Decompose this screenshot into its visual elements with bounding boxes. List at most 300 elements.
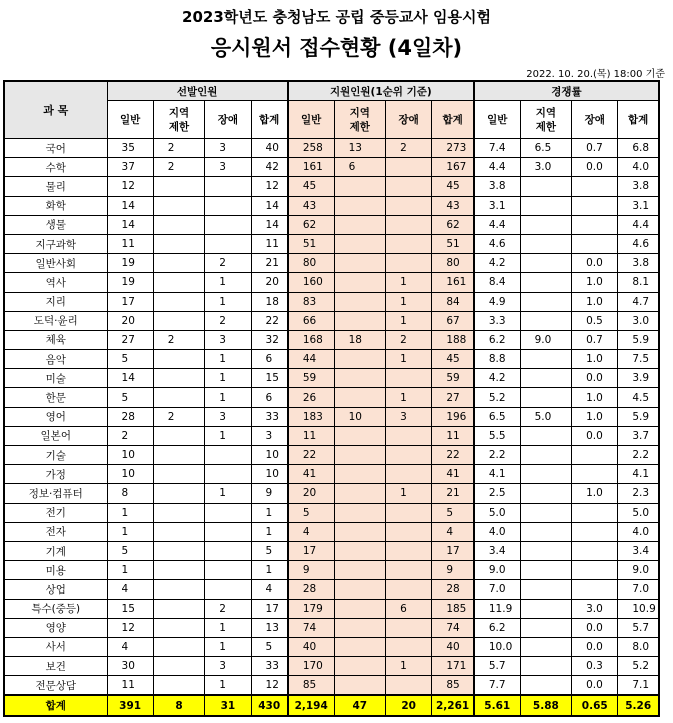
value-cell: 3 (205, 330, 251, 349)
value-cell: 2 (153, 158, 205, 177)
value-cell: 41 (288, 465, 334, 484)
value-cell: 11 (288, 426, 334, 445)
value-cell: 258 (288, 139, 334, 158)
value-cell: 10 (251, 446, 288, 465)
subject-cell: 전문상담 (4, 676, 107, 696)
value-cell: 3.8 (618, 254, 659, 273)
value-cell: 19 (107, 273, 153, 292)
table-row (4, 657, 659, 676)
subject-cell: 역사 (4, 273, 107, 292)
value-cell: 2 (386, 330, 432, 349)
applicant-header: 지원인원(1순위 기준) (288, 81, 474, 101)
table-row (4, 177, 659, 196)
value-cell: 4.1 (618, 465, 659, 484)
value-cell (520, 177, 572, 196)
value-cell: 10.9 (618, 599, 659, 618)
value-cell: 273 (432, 139, 474, 158)
value-cell (334, 618, 386, 637)
value-cell: 5.9 (618, 330, 659, 349)
value-cell (572, 522, 618, 541)
value-cell (153, 426, 205, 445)
value-cell (572, 177, 618, 196)
value-cell: 22 (251, 311, 288, 330)
value-cell: 4 (432, 522, 474, 541)
value-cell: 11 (107, 234, 153, 253)
table-row (4, 599, 659, 618)
value-cell: 1.0 (572, 484, 618, 503)
value-cell (205, 541, 251, 560)
app-disabled-header: 장애 (386, 101, 432, 139)
value-cell (153, 292, 205, 311)
table-row (4, 196, 659, 215)
value-cell (386, 369, 432, 388)
value-cell: 0.0 (572, 426, 618, 445)
value-cell: 42 (251, 158, 288, 177)
value-cell: 27 (432, 388, 474, 407)
value-cell: 3.0 (520, 158, 572, 177)
value-cell: 168 (288, 330, 334, 349)
subject-cell: 지리 (4, 292, 107, 311)
total-value: 5.61 (474, 695, 520, 716)
value-cell: 1 (386, 350, 432, 369)
value-cell: 9 (432, 561, 474, 580)
value-cell (334, 580, 386, 599)
value-cell: 4.1 (474, 465, 520, 484)
value-cell (334, 177, 386, 196)
value-cell (334, 369, 386, 388)
value-cell: 5.7 (618, 618, 659, 637)
total-value: 2,261 (432, 695, 474, 716)
value-cell: 40 (251, 139, 288, 158)
value-cell: 4 (251, 580, 288, 599)
value-cell (334, 292, 386, 311)
value-cell (386, 446, 432, 465)
value-cell: 3.4 (474, 541, 520, 560)
value-cell: 51 (288, 234, 334, 253)
value-cell: 8.4 (474, 273, 520, 292)
value-cell (205, 196, 251, 215)
value-cell: 196 (432, 407, 474, 426)
table-row (4, 388, 659, 407)
subject-cell: 생물 (4, 215, 107, 234)
value-cell: 14 (107, 369, 153, 388)
value-cell: 45 (432, 350, 474, 369)
value-cell: 1 (205, 676, 251, 696)
value-cell: 66 (288, 311, 334, 330)
value-cell: 3.8 (474, 177, 520, 196)
value-cell: 40 (432, 637, 474, 656)
ratio-general-header: 일반 (474, 101, 520, 139)
value-cell (572, 215, 618, 234)
value-cell: 18 (251, 292, 288, 311)
total-value: 47 (334, 695, 386, 716)
value-cell: 28 (107, 407, 153, 426)
value-cell (386, 561, 432, 580)
value-cell: 3.0 (572, 599, 618, 618)
value-cell: 3 (205, 407, 251, 426)
value-cell: 15 (251, 369, 288, 388)
value-cell: 5.0 (474, 503, 520, 522)
total-value: 2,194 (288, 695, 334, 716)
value-cell: 62 (288, 215, 334, 234)
value-cell: 74 (288, 618, 334, 637)
value-cell: 4.0 (618, 158, 659, 177)
value-cell: 20 (288, 484, 334, 503)
value-cell: 2 (205, 599, 251, 618)
value-cell (572, 446, 618, 465)
value-cell: 4.2 (474, 369, 520, 388)
value-cell: 27 (107, 330, 153, 349)
value-cell: 80 (288, 254, 334, 273)
value-cell (205, 561, 251, 580)
value-cell (520, 311, 572, 330)
value-cell: 9 (288, 561, 334, 580)
title-line-1: 2023학년도 충청남도 공립 중등교사 임용시험 (182, 8, 491, 26)
value-cell (205, 234, 251, 253)
value-cell (153, 676, 205, 696)
value-cell: 19 (107, 254, 153, 273)
value-cell: 11 (107, 676, 153, 696)
total-value: 430 (251, 695, 288, 716)
value-cell (386, 215, 432, 234)
value-cell: 17 (288, 541, 334, 560)
value-cell (153, 196, 205, 215)
value-cell: 10 (251, 465, 288, 484)
value-cell (386, 196, 432, 215)
value-cell: 0.7 (572, 330, 618, 349)
value-cell: 2.5 (474, 484, 520, 503)
value-cell (520, 234, 572, 253)
value-cell: 12 (107, 177, 153, 196)
value-cell: 4.4 (474, 215, 520, 234)
value-cell: 11 (251, 234, 288, 253)
table-row (4, 426, 659, 445)
value-cell: 5.2 (474, 388, 520, 407)
value-cell (153, 369, 205, 388)
value-cell (153, 350, 205, 369)
value-cell: 45 (288, 177, 334, 196)
total-value: 0.65 (572, 695, 618, 716)
table-row (4, 158, 659, 177)
value-cell: 1.0 (572, 292, 618, 311)
value-cell (334, 388, 386, 407)
subject-cell: 전기 (4, 503, 107, 522)
value-cell: 3.9 (618, 369, 659, 388)
value-cell: 4 (107, 637, 153, 656)
value-cell (520, 503, 572, 522)
value-cell: 4.7 (618, 292, 659, 311)
value-cell: 171 (432, 657, 474, 676)
value-cell: 0.7 (572, 139, 618, 158)
value-cell: 6 (386, 599, 432, 618)
value-cell (153, 311, 205, 330)
value-cell: 74 (432, 618, 474, 637)
total-value: 31 (205, 695, 251, 716)
value-cell (520, 484, 572, 503)
value-cell: 0.0 (572, 369, 618, 388)
value-cell (205, 446, 251, 465)
value-cell: 167 (432, 158, 474, 177)
value-cell: 26 (288, 388, 334, 407)
value-cell: 1 (386, 273, 432, 292)
value-cell: 43 (432, 196, 474, 215)
value-cell (520, 465, 572, 484)
subject-cell: 물리 (4, 177, 107, 196)
value-cell: 62 (432, 215, 474, 234)
value-cell: 17 (107, 292, 153, 311)
value-cell: 2 (153, 330, 205, 349)
value-cell: 6.8 (618, 139, 659, 158)
value-cell: 1 (205, 618, 251, 637)
value-cell (334, 657, 386, 676)
value-cell (520, 580, 572, 599)
value-cell (153, 388, 205, 407)
value-cell: 4 (288, 522, 334, 541)
value-cell: 2 (205, 311, 251, 330)
value-cell: 1 (251, 561, 288, 580)
value-cell: 2 (205, 254, 251, 273)
value-cell: 7.0 (474, 580, 520, 599)
value-cell: 1.0 (572, 350, 618, 369)
table-row (4, 446, 659, 465)
value-cell: 3 (205, 657, 251, 676)
value-cell (386, 522, 432, 541)
value-cell: 6 (334, 158, 386, 177)
value-cell: 2.3 (618, 484, 659, 503)
value-cell: 3.4 (618, 541, 659, 560)
sel-region-header: 지역 제한 (153, 101, 205, 139)
subject-cell: 기술 (4, 446, 107, 465)
total-value: 391 (107, 695, 153, 716)
value-cell: 5.2 (618, 657, 659, 676)
table-body (4, 139, 659, 717)
value-cell (334, 426, 386, 445)
value-cell: 5 (107, 350, 153, 369)
value-cell: 1 (107, 522, 153, 541)
value-cell (153, 254, 205, 273)
value-cell (334, 599, 386, 618)
value-cell: 2 (153, 139, 205, 158)
subject-cell: 정보·컴퓨터 (4, 484, 107, 503)
value-cell (572, 580, 618, 599)
value-cell (520, 676, 572, 696)
value-cell: 4.0 (474, 522, 520, 541)
value-cell: 5.5 (474, 426, 520, 445)
value-cell: 4.4 (474, 158, 520, 177)
value-cell (520, 637, 572, 656)
value-cell: 0.0 (572, 254, 618, 273)
subject-cell: 체육 (4, 330, 107, 349)
value-cell (153, 522, 205, 541)
ratio-region-header: 지역 제한 (520, 101, 572, 139)
subject-cell: 미술 (4, 369, 107, 388)
value-cell: 4.2 (474, 254, 520, 273)
table-row (4, 234, 659, 253)
subject-cell: 지구과학 (4, 234, 107, 253)
value-cell: 170 (288, 657, 334, 676)
value-cell (334, 561, 386, 580)
value-cell: 3 (205, 139, 251, 158)
table-row (4, 311, 659, 330)
table-row (4, 292, 659, 311)
value-cell: 5 (107, 388, 153, 407)
value-cell: 9.0 (520, 330, 572, 349)
value-cell: 1 (107, 561, 153, 580)
value-cell: 5 (251, 541, 288, 560)
value-cell (334, 273, 386, 292)
subject-cell: 국어 (4, 139, 107, 158)
value-cell: 1 (205, 426, 251, 445)
value-cell: 35 (107, 139, 153, 158)
table-row (4, 484, 659, 503)
value-cell: 41 (432, 465, 474, 484)
value-cell: 4.0 (618, 522, 659, 541)
value-cell: 1 (205, 273, 251, 292)
total-value: 8 (153, 695, 205, 716)
value-cell: 43 (288, 196, 334, 215)
value-cell (520, 599, 572, 618)
app-total-header: 합계 (432, 101, 474, 139)
value-cell: 2 (386, 139, 432, 158)
value-cell (334, 215, 386, 234)
value-cell: 0.0 (572, 158, 618, 177)
value-cell: 10 (107, 446, 153, 465)
value-cell: 0.0 (572, 618, 618, 637)
value-cell: 22 (288, 446, 334, 465)
value-cell (386, 541, 432, 560)
value-cell (520, 388, 572, 407)
value-cell: 1 (386, 484, 432, 503)
value-cell (572, 234, 618, 253)
value-cell: 1.0 (572, 388, 618, 407)
value-cell: 8.1 (618, 273, 659, 292)
value-cell: 3.0 (618, 311, 659, 330)
value-cell: 9.0 (474, 561, 520, 580)
subject-cell: 영어 (4, 407, 107, 426)
value-cell: 13 (334, 139, 386, 158)
value-cell: 14 (251, 215, 288, 234)
value-cell: 22 (432, 446, 474, 465)
value-cell (153, 580, 205, 599)
subject-cell: 보건 (4, 657, 107, 676)
value-cell (572, 561, 618, 580)
value-cell: 20 (251, 273, 288, 292)
value-cell: 80 (432, 254, 474, 273)
value-cell: 161 (288, 158, 334, 177)
value-cell: 1 (205, 637, 251, 656)
value-cell: 17 (432, 541, 474, 560)
subject-cell: 음악 (4, 350, 107, 369)
value-cell: 9 (251, 484, 288, 503)
value-cell: 1.0 (572, 407, 618, 426)
value-cell: 5 (432, 503, 474, 522)
app-region-header: 지역 제한 (334, 101, 386, 139)
value-cell (153, 637, 205, 656)
value-cell: 14 (107, 196, 153, 215)
value-cell: 85 (432, 676, 474, 696)
value-cell (153, 215, 205, 234)
value-cell: 5.9 (618, 407, 659, 426)
value-cell (205, 177, 251, 196)
value-cell: 1 (386, 311, 432, 330)
value-cell (205, 215, 251, 234)
value-cell: 1 (205, 388, 251, 407)
value-cell (572, 465, 618, 484)
value-cell: 9.0 (618, 561, 659, 580)
value-cell: 10.0 (474, 637, 520, 656)
selection-header: 선발인원 (107, 81, 288, 101)
value-cell: 7.7 (474, 676, 520, 696)
value-cell (205, 522, 251, 541)
value-cell: 3 (205, 158, 251, 177)
value-cell: 84 (432, 292, 474, 311)
table-row (4, 407, 659, 426)
value-cell: 4 (107, 580, 153, 599)
value-cell: 85 (288, 676, 334, 696)
table-row (4, 618, 659, 637)
table-row (4, 273, 659, 292)
sel-disabled-header: 장애 (205, 101, 251, 139)
value-cell (334, 311, 386, 330)
value-cell: 30 (107, 657, 153, 676)
value-cell (153, 465, 205, 484)
subject-cell: 기계 (4, 541, 107, 560)
table-row (4, 465, 659, 484)
value-cell: 12 (251, 177, 288, 196)
value-cell: 0.0 (572, 637, 618, 656)
value-cell (153, 234, 205, 253)
value-cell: 4.9 (474, 292, 520, 311)
value-cell: 28 (288, 580, 334, 599)
subject-cell: 미용 (4, 561, 107, 580)
subject-cell: 도덕·윤리 (4, 311, 107, 330)
value-cell: 18 (334, 330, 386, 349)
value-cell (153, 561, 205, 580)
value-cell (520, 561, 572, 580)
value-cell: 188 (432, 330, 474, 349)
value-cell (334, 350, 386, 369)
value-cell: 1 (205, 292, 251, 311)
value-cell (520, 215, 572, 234)
table-row (4, 561, 659, 580)
value-cell: 160 (288, 273, 334, 292)
value-cell: 13 (251, 618, 288, 637)
total-value: 5.88 (520, 695, 572, 716)
value-cell: 10 (334, 407, 386, 426)
value-cell: 4.4 (618, 215, 659, 234)
value-cell: 1.0 (572, 273, 618, 292)
value-cell: 5 (107, 541, 153, 560)
value-cell: 33 (251, 657, 288, 676)
value-cell (153, 657, 205, 676)
value-cell: 4.5 (618, 388, 659, 407)
value-cell (153, 503, 205, 522)
value-cell: 14 (107, 215, 153, 234)
value-cell (386, 158, 432, 177)
value-cell: 20 (107, 311, 153, 330)
value-cell (153, 599, 205, 618)
value-cell: 10 (107, 465, 153, 484)
value-cell: 0.5 (572, 311, 618, 330)
value-cell: 28 (432, 580, 474, 599)
value-cell (386, 503, 432, 522)
value-cell (386, 465, 432, 484)
value-cell: 3.1 (474, 196, 520, 215)
value-cell: 5 (288, 503, 334, 522)
subject-cell: 전자 (4, 522, 107, 541)
subject-cell: 수학 (4, 158, 107, 177)
value-cell: 1 (205, 369, 251, 388)
